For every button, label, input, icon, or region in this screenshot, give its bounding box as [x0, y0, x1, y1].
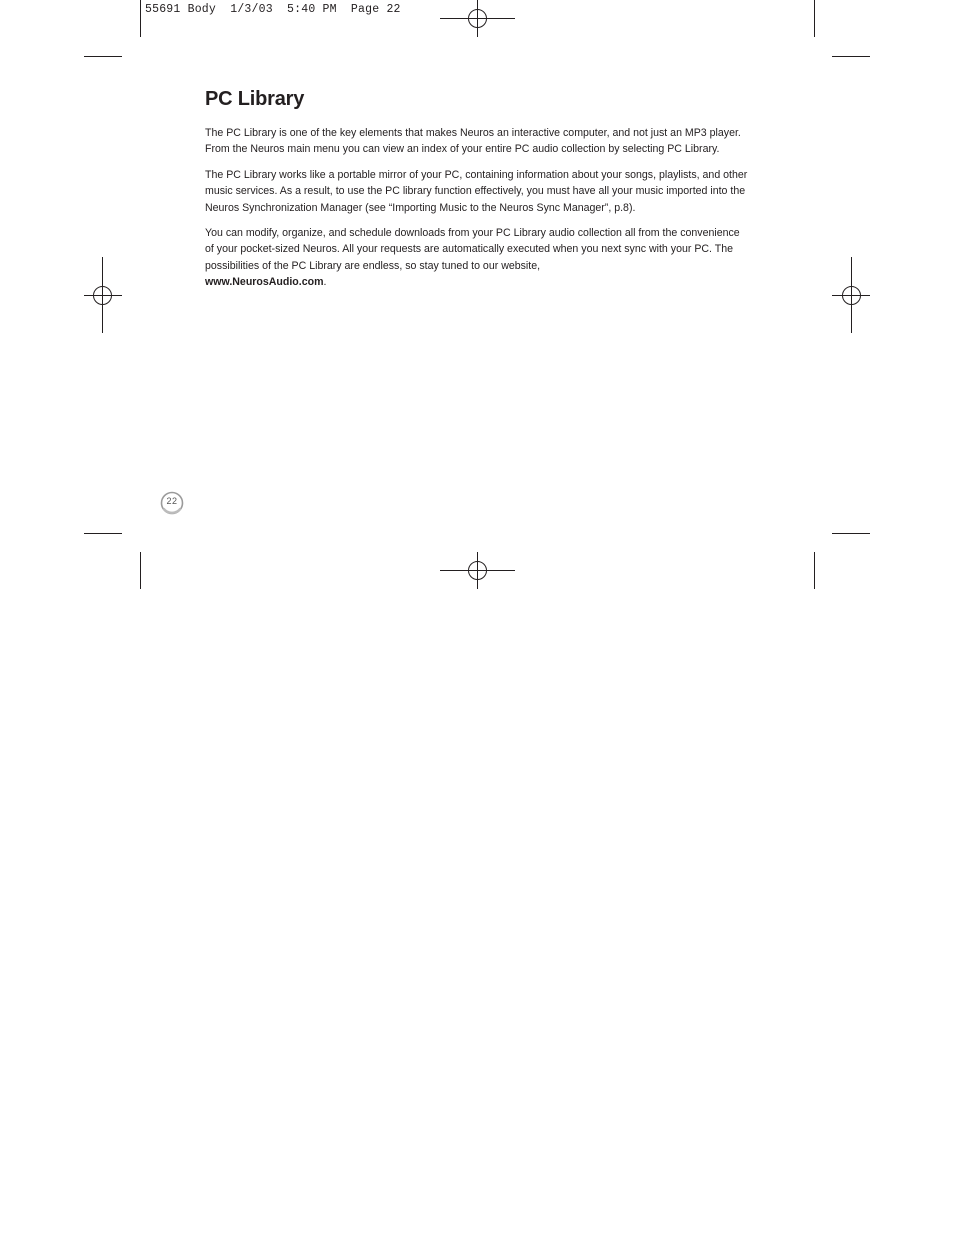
body-text	[205, 125, 750, 300]
website-link[interactable]: www.NeurosAudio.com	[205, 276, 324, 289]
paragraph	[205, 225, 750, 291]
paragraph-text: You can modify, organize, and schedule downloads from your PC Library audio collection all from the convenience of your pocket-sized Neuros. All your requests are automatically executed when you next sync with your PC. The possibilities of the PC Library are endless, so stay tuned to our website,	[205, 227, 740, 272]
paragraph: The PC Library works like a portable mirror of your PC, containing information about your songs, playlists, and other music services. As a result, to use the PC library function effectively, you must have all your music imported into the Neuros Synchronization Manager (see “Importing Music to the Neuros Sync Manager”, p.8).	[205, 168, 748, 214]
page-number: 22	[166, 496, 178, 506]
page-number-badge	[160, 491, 184, 515]
paragraph: The PC Library is one of the key elements that makes Neuros an interactive computer, and not just an MP3 player. From the Neuros main menu you can view an index of your entire PC audio collection by selecting PC Library.	[205, 127, 741, 156]
website-suffix: .	[323, 276, 327, 289]
print-slug-line: 55691 Body 1/3/03 5:40 PM Page 22	[145, 3, 401, 16]
page-title: PC Library	[205, 88, 305, 110]
